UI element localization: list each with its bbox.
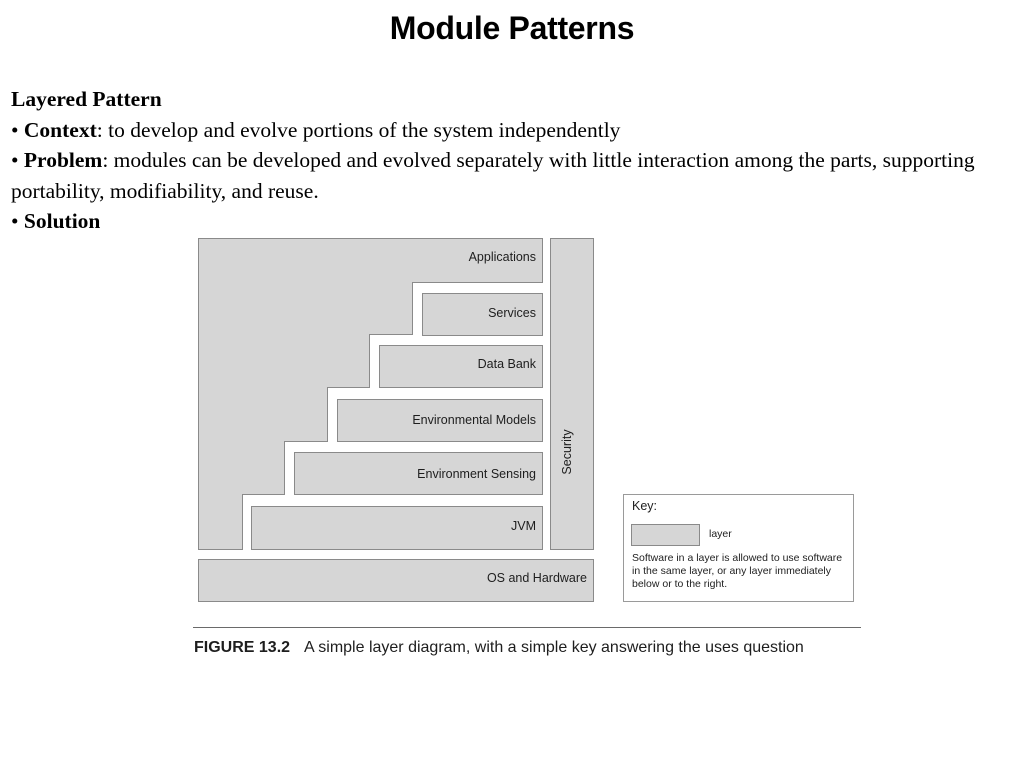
jvm-label: JVM	[511, 519, 536, 533]
environmental-models-layer	[337, 399, 543, 442]
caption-text: A simple layer diagram, with a simple key answering the uses question	[304, 639, 804, 656]
environmental-models-label: Environmental Models	[412, 413, 536, 427]
key-description: Software in a layer is allowed to use software in the same layer, or any layer immediately below or to the right.	[632, 552, 843, 590]
key-layer-swatch	[631, 524, 700, 546]
figure-number: FIGURE 13.2	[194, 639, 291, 656]
environment-sensing-layer	[294, 452, 543, 495]
os-hardware-layer	[198, 559, 594, 602]
security-layer	[550, 238, 594, 550]
bullet-solution: • Solution	[11, 209, 101, 233]
services-layer	[422, 293, 543, 336]
environment-sensing-label: Environment Sensing	[417, 467, 536, 481]
bullet-problem: • Problem: modules can be developed and evolved separately with little interaction among the parts, supporting portability, modifiability, and reuse.	[11, 148, 975, 203]
jvm-layer	[251, 506, 543, 550]
key-title: Key:	[632, 499, 658, 513]
security-label: Security	[560, 429, 574, 475]
applications-label: Applications	[468, 250, 536, 264]
key-swatch-label: layer	[709, 528, 732, 540]
data-bank-layer	[379, 345, 543, 388]
os-hardware-label: OS and Hardware	[486, 571, 587, 585]
diagram-key	[623, 494, 854, 602]
services-label: Services	[488, 306, 536, 320]
slide-title: Module Patterns	[389, 10, 635, 46]
figure-caption	[194, 637, 834, 658]
section-heading: Layered Pattern	[11, 87, 162, 111]
data-bank-label: Data Bank	[477, 357, 536, 371]
bullet-context: • Context: to develop and evolve portions of the system independently	[11, 117, 621, 142]
caption-divider	[193, 627, 861, 628]
